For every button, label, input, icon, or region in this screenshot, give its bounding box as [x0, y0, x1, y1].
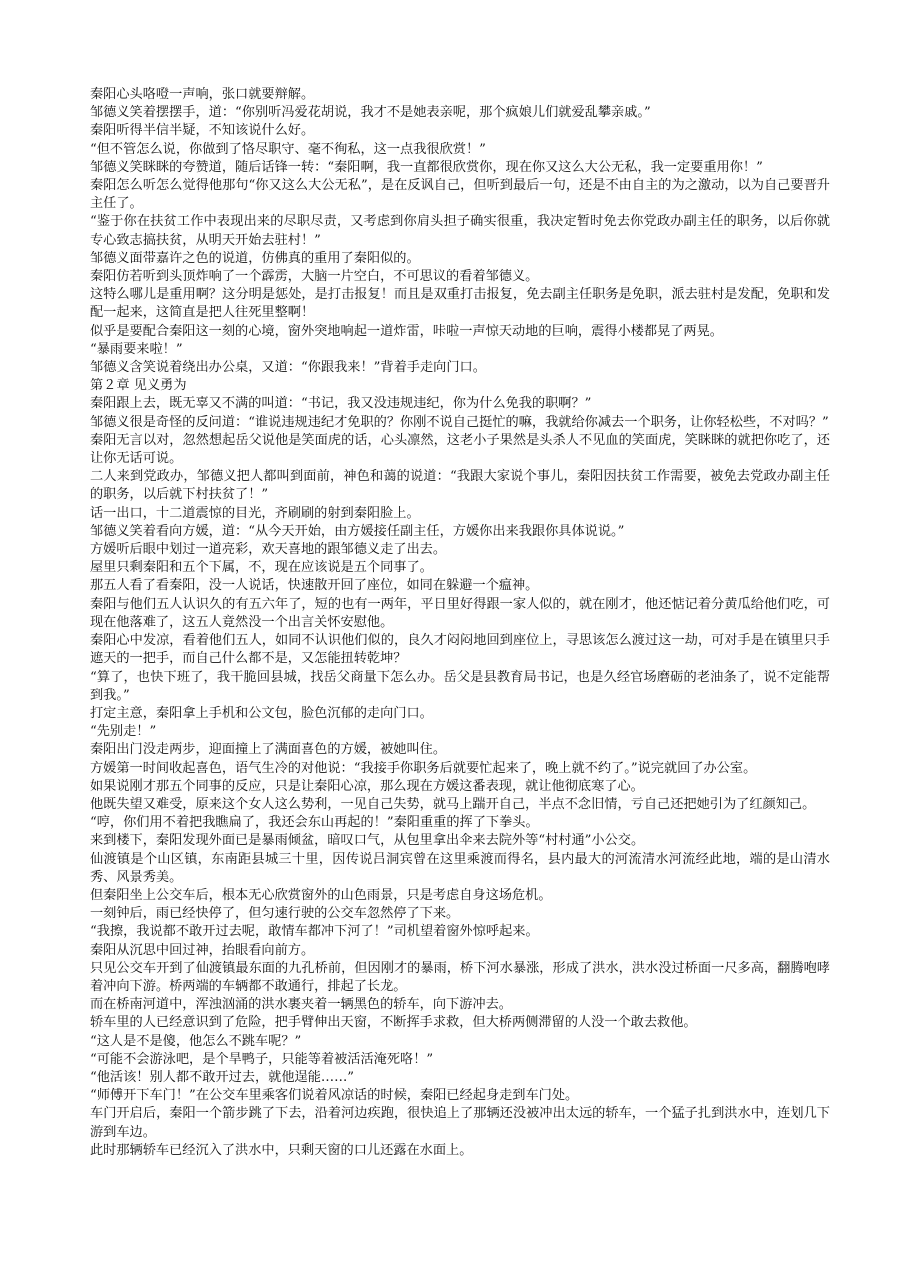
- paragraph-2: 邹德义笑着摆摆手，道：“你别听冯爱花胡说，我才不是她表亲呢，那个疯娘儿们就爱乱攀亲戚。”: [90, 105, 651, 121]
- paragraph-46: “师傅开下车门！”在公交车里乘客们说着风凉话的时候，秦阳已经起身走到车门处。: [90, 1088, 579, 1104]
- paragraph-40: 只见公交车开到了仙渡镇最东面的九孔桥前，但因刚才的暴雨，桥下河水暴涨，形成了洪水，洪水没过桥面一尺多高，翻腾咆哮着冲向下游。桥两端的车辆都不敢通行，排起了长龙。: [90, 960, 830, 994]
- paragraph-30: 方媛第一时间收起喜色，语气生冷的对他说：“我接手你职务后就要忙起来了，晚上就不约了。”说完就回了办公室。: [90, 760, 757, 776]
- paragraph-29: 秦阳出门没走两步，迎面撞上了满面喜色的方媛，被她叫住。: [90, 742, 447, 758]
- paragraph-47: 车门开启后，秦阳一个箭步跳了下去，沿着河边疾跑，很快追上了那辆还没被冲出太远的轿车，一个猛子扎到洪水中，连划几下游到车边。: [90, 1106, 830, 1140]
- paragraph-26: “算了，也快下班了，我干脆回县城，找岳父商量下怎么办。岳父是县教育局书记，也是久经官场磨砺的老油条了，说不定能帮到我。”: [90, 669, 830, 703]
- paragraph-36: 但秦阳坐上公交车后，根本无心欣赏窗外的山色雨景，只是考虑自身这场危机。: [90, 887, 552, 903]
- paragraph-5: 邹德义笑眯眯的夸赞道，随后话锋一转：“秦阳啊，我一直都很欣赏你，现在你又这么大公无私，我一定要重用你！”: [90, 159, 763, 175]
- paragraph-23: 那五人看了看秦阳，没一人说话，快速散开回了座位，如同在躲避一个瘟神。: [90, 578, 539, 594]
- paragraph-45: “他活该！别人都不敢开过去，就他逞能……”: [90, 1069, 355, 1085]
- paragraph-22: 屋里只剩秦阳和五个下属，不，现在应该说是五个同事了。: [90, 560, 433, 576]
- paragraph-16: 邹德义很是奇怪的反问道：“谁说违规违纪才免职的？你刚不说自己挺忙的嘛，我就给你减去一个职务，让你轻松些，不对吗？”: [90, 414, 829, 430]
- paragraph-20: 邹德义笑着看向方媛，道：“从今天开始，由方媛接任副主任，方媛你出来我跟你具体说说。”: [90, 523, 625, 539]
- paragraph-9: 秦阳仿若听到头顶炸响了一个霹雳，大脑一片空白，不可思议的看着邹德义。: [90, 269, 539, 285]
- paragraph-38: “我擦，我说都不敢开过去呢，敢情车都冲下河了！”司机望着窗外惊呼起来。: [90, 924, 539, 940]
- paragraph-11: 似乎是要配合秦阳这一刻的心境，窗外突地响起一道炸雷，咔啦一声惊天动地的巨响，震得小楼都晃了两晃。: [90, 323, 723, 339]
- paragraph-8: 邹德义面带嘉许之色的说道，仿佛真的重用了秦阳似的。: [90, 250, 420, 266]
- paragraph-3: 秦阳听得半信半疑，不知该说什么好。: [90, 123, 315, 139]
- paragraph-12: “暴雨要来啦！”: [90, 341, 183, 357]
- paragraph-21: 方媛听后眼中划过一道亮彩，欢天喜地的跟邹德义走了出去。: [90, 542, 447, 558]
- paragraph-43: “这人是不是傻，他怎么不跳车呢？”: [90, 1033, 302, 1049]
- paragraph-42: 轿车里的人已经意识到了危险，把手臂伸出天窗，不断挥手求救，但大桥两侧滞留的人没一个敢去救他。: [90, 1015, 697, 1031]
- paragraph-24: 秦阳与他们五人认识久的有五六年了，短的也有一两年，平日里好得跟一家人似的，就在刚才，他还惦记着分黄瓜给他们吃，可现在他落难了，这五人竟然没一个出言关怀安慰他。: [90, 596, 830, 630]
- paragraph-1: 秦阳心头咯噔一声响，张口就要辩解。: [90, 87, 315, 102]
- paragraph-37: 一刻钟后，雨已经快停了，但匀速行驶的公交车忽然停了下来。: [90, 906, 460, 922]
- paragraph-18: 二人来到党政办，邹德义把人都叫到面前，神色和蔼的说道：“我跟大家说个事儿，秦阳因扶贫工作需要，被免去党政办副主任的职务，以后就下村扶贫了！”: [90, 469, 830, 503]
- document-body: [90, 86, 830, 1160]
- paragraph-7: “鉴于你在扶贫工作中表现出来的尽职尽责，又考虑到你肩头担子确实很重，我决定暂时免去你党政办副主任的职务，以后你就专心致志搞扶贫，从明天开始去驻村！”: [90, 214, 830, 248]
- paragraph-6: 秦阳怎么听怎么觉得他那句“你又这么大公无私”，是在反讽自己，但听到最后一句，还是不由自主的为之激动，以为自己要晋升主任了。: [90, 178, 830, 212]
- paragraph-4: “但不管怎么说，你做到了恪尽职守、毫不徇私，这一点我很欣赏！”: [90, 141, 486, 157]
- chapter-heading: 第２章 见义勇为: [90, 378, 187, 394]
- paragraph-34: 来到楼下，秦阳发现外面已是暴雨倾盆，暗叹口气，从包里拿出伞来去院外等“村村通”小公交。: [90, 833, 645, 849]
- paragraph-44: “可能不会游泳吧，是个旱鸭子，只能等着被活活淹死咯！”: [90, 1051, 434, 1067]
- paragraph-17: 秦阳无言以对，忽然想起岳父说他是笑面虎的话，心头凛然，这老小子果然是头杀人不见血的笑面虎，笑眯眯的就把你吃了，还让你无话可说。: [90, 432, 830, 467]
- paragraph-28: “先别走！”: [90, 724, 157, 740]
- paragraph-31: 如果说刚才那五个同事的反应，只是让秦阳心凉，那么现在方媛这番表现，就让他彻底寒了心。: [90, 778, 644, 794]
- paragraph-33: “哼，你们用不着把我瞧扁了，我还会东山再起的！”秦阳重重的挥了下拳头。: [90, 815, 539, 831]
- paragraph-10: 这特么哪儿是重用啊？这分明是惩处，是打击报复！而且是双重打击报复，免去副主任职务是免职，派去驻村是发配，免职和发配一起来，这简直是把人往死里整啊！: [90, 287, 830, 321]
- paragraph-19: 话一出口，十二道震惊的目光，齐刷刷的射到秦阳脸上。: [90, 505, 420, 521]
- paragraph-32: 他既失望又难受，原来这个女人这么势利，一见自己失势，就马上踹开自己，半点不念旧情，亏自己还把她引为了红颜知己。: [90, 796, 816, 812]
- paragraph-41: 而在桥南河道中，浑浊汹涌的洪水裹夹着一辆黑色的轿车，向下游冲去。: [90, 997, 512, 1013]
- paragraph-48: 此时那辆轿车已经沉入了洪水中，只剩天窗的口儿还露在水面上。: [90, 1142, 473, 1158]
- paragraph-35: 仙渡镇是个山区镇，东南距县城三十里，因传说吕洞宾曾在这里乘渡而得名，县内最大的河流清水河流经此地，端的是山清水秀、风景秀美。: [90, 851, 830, 885]
- paragraph-25: 秦阳心中发凉，看着他们五人，如同不认识他们似的，良久才闷闷地回到座位上，寻思该怎么渡过这一劫，可对手是在镇里只手遮天的一把手，而自己什么都不是，又怎能扭转乾坤？: [90, 633, 830, 667]
- paragraph-39: 秦阳从沉思中回过神，抬眼看向前方。: [90, 942, 315, 958]
- paragraph-15: 秦阳跟上去，既无辜又不满的叫道：“书记，我又没违规违纪，你为什么免我的职啊？”: [90, 396, 592, 412]
- paragraph-13: 邹德义含笑说着绕出办公桌，又道：“你跟我来！”背着手走向门口。: [90, 360, 486, 376]
- paragraph-27: 打定主意，秦阳拿上手机和公文包，脸色沉郁的走向门口。: [90, 705, 433, 721]
